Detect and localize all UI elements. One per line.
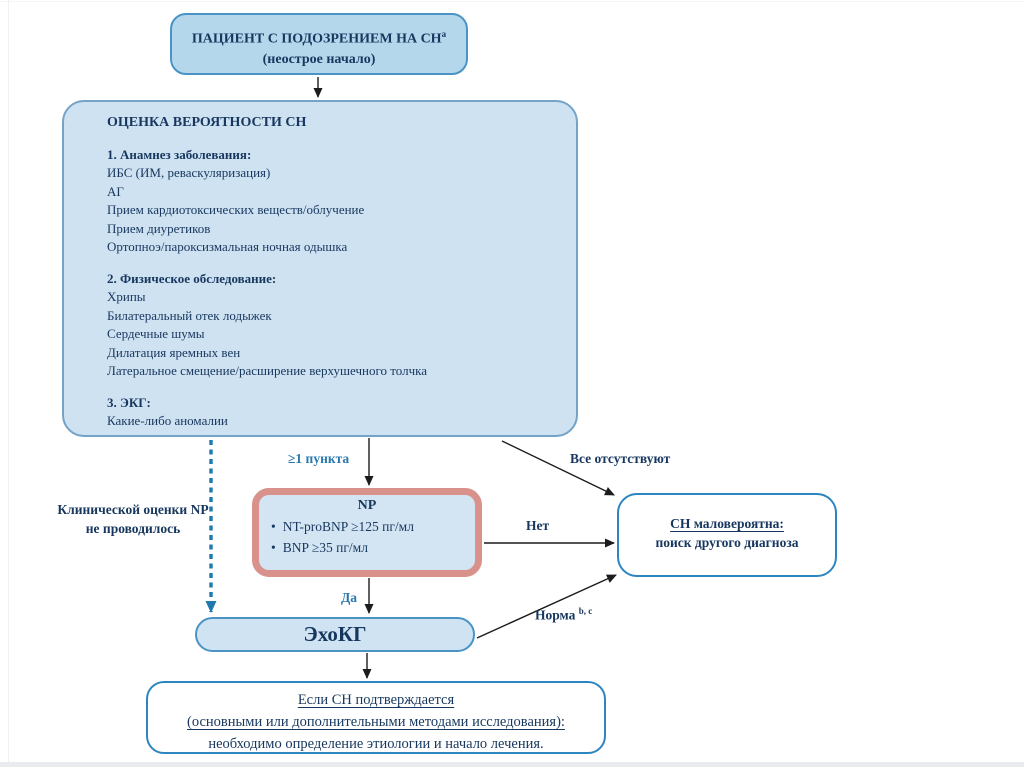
assessment-item: Прием кардиотоксических веществ/облучение bbox=[107, 202, 365, 217]
assessment-item: Латеральное смещение/расширение верхушечного толчка bbox=[107, 363, 427, 378]
hf-unlikely-node bbox=[617, 493, 837, 577]
start-subtitle: (неострое начало) bbox=[262, 51, 376, 67]
label-all-absent: Все отсутствуют bbox=[570, 451, 671, 466]
np-item: • NT-proBNP ≥125 пг/мл bbox=[271, 519, 414, 534]
hf-unlikely-line2: поиск другого диагноза bbox=[655, 535, 799, 550]
hf-confirmed-line1: Если СН подтверждается bbox=[297, 692, 455, 708]
assessment-node bbox=[62, 100, 578, 437]
assessment-item: Какие-либо аномалии bbox=[107, 413, 228, 428]
label-yes: Да bbox=[341, 590, 358, 605]
assessment-item: Хрипы bbox=[107, 289, 146, 304]
slide-edge-bottom bbox=[0, 762, 1024, 767]
footnote-a: а bbox=[441, 29, 447, 39]
label-norm: Норма $^{b, c}$ bbox=[535, 606, 593, 623]
assessment-item: Ортопноэ/пароксизмальная ночная одышка bbox=[107, 239, 348, 254]
hf-confirmed-node bbox=[146, 681, 606, 754]
assessment-section-heading: 3. ЭКГ: bbox=[107, 394, 151, 410]
footnote-bc: b, c bbox=[578, 606, 593, 616]
bullet-icon: • bbox=[271, 519, 276, 534]
label-no: Нет bbox=[526, 518, 550, 533]
assessment-title: ОЦЕНКА ВЕРОЯТНОСТИ СН bbox=[107, 115, 307, 130]
echo-node: ЭхоКГ bbox=[195, 617, 475, 652]
label-np-not-assessed: Клинической оценки NP не проводилось bbox=[57, 502, 209, 536]
start-title: ПАЦИЕНТ С ПОДОЗРЕНИЕМ НА $СН^а$ bbox=[191, 29, 447, 47]
assessment-item: Сердечные шумы bbox=[107, 326, 205, 341]
assessment-item: Дилатация яремных вен bbox=[107, 344, 241, 360]
hf-confirmed-line2: (основными или дополнительными методами исследования): bbox=[187, 714, 565, 730]
bullet-icon: • bbox=[271, 540, 276, 555]
hf-unlikely-line1: СН маловероятна: bbox=[670, 516, 784, 531]
assessment-item: Прием диуретиков bbox=[107, 220, 211, 236]
assessment-item: АГ bbox=[107, 183, 124, 199]
slide-edge-left bbox=[8, 0, 9, 767]
np-title: NP bbox=[357, 498, 377, 513]
label-ge-one-point: ≥1 пункта bbox=[288, 451, 350, 466]
np-item: • BNP ≥35 пг/мл bbox=[271, 540, 368, 555]
hf-confirmed-line3: необходимо определение этиологии и начало лечения. bbox=[208, 736, 544, 752]
np-node bbox=[252, 488, 482, 577]
assessment-section-heading: 2. Физическое обследование: bbox=[107, 270, 277, 286]
assessment-item: Билатеральный отек лодыжек bbox=[107, 307, 272, 323]
assessment-item: ИБС (ИМ, реваскуляризация) bbox=[107, 165, 271, 180]
assessment-section-heading: 1. Анамнез заболевания: bbox=[107, 146, 252, 162]
start-node bbox=[170, 13, 468, 75]
slide-edge-top bbox=[0, 1, 1024, 2]
arrow-assessment-to-unlikely bbox=[502, 441, 614, 495]
